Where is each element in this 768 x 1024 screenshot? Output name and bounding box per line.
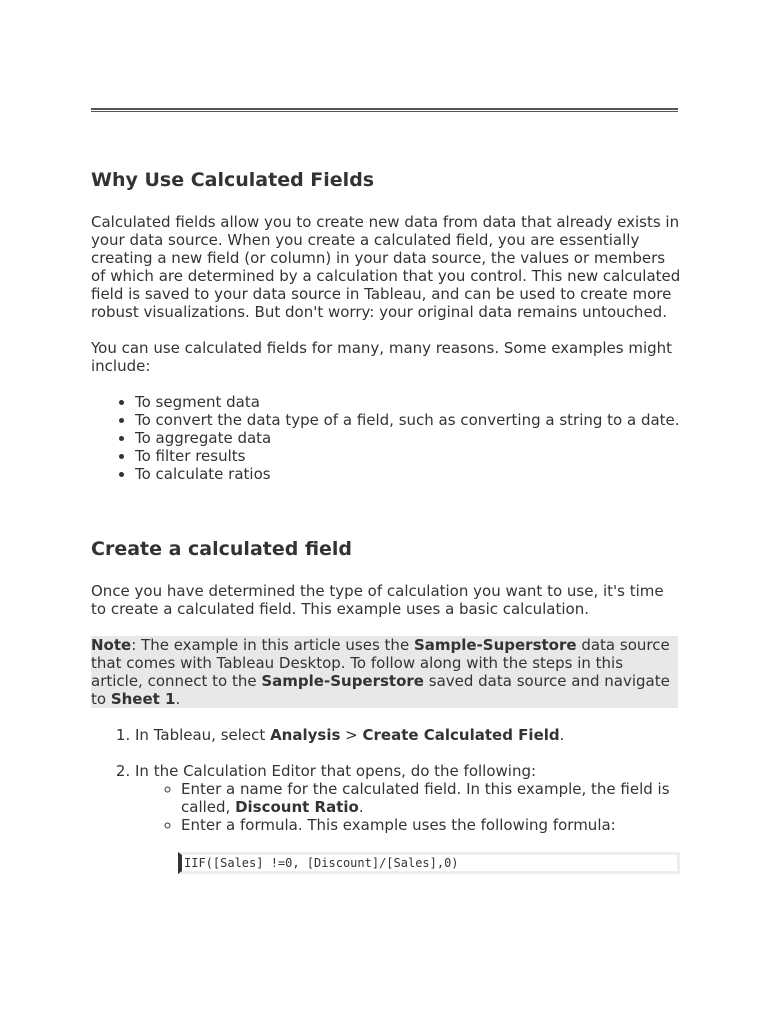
sub-steps-list	[135, 780, 681, 834]
sub-step-formula: ◦ Enter a formula. This example uses the following formula:	[181, 816, 681, 834]
list-item: • To calculate ratios	[135, 465, 681, 483]
datasource-name: Sample-Superstore	[413, 636, 577, 654]
field-name: Discount Ratio	[235, 798, 359, 816]
list-item: • To aggregate data	[135, 429, 681, 447]
sheet-name: Sheet 1	[110, 690, 176, 708]
list-item: • To filter results	[135, 447, 681, 465]
paragraph-reasons: You can use calculated fields for many, many reasons. Some examples might include:	[91, 339, 673, 375]
horizontal-rule	[91, 108, 678, 112]
steps-list	[91, 726, 681, 834]
reasons-list	[91, 393, 681, 483]
formula-code-block: IIF([Sales] !=0, [Discount]/[Sales],0)	[178, 852, 680, 874]
section-heading-create: Create a calculated field	[91, 538, 353, 560]
menu-create-calculated-field: Create Calculated Field	[362, 726, 560, 744]
note-label: Note	[91, 636, 132, 654]
paragraph-intro: Calculated fields allow you to create new data from data that already exists in your data source. When you create a calculated field, you are essentially creating a new field (or column) in your data source, the values or members of which are determined by a calculation that you control. This new calculated field is saved to your data source in Tableau, and can be used to create more robust visualizations. But don't worry: your original data remains untouched.	[91, 213, 681, 321]
step-1: 1. In Tableau, select Analysis > Create Calculated Field.	[135, 726, 681, 744]
article-content	[91, 168, 681, 874]
datasource-name: Sample-Superstore	[261, 672, 424, 690]
menu-analysis: Analysis	[270, 726, 341, 744]
step-2: 2. In the Calculation Editor that opens, do the following: ◦ Enter a name for the calculated field. In this example, the field is called, Discount Ratio. ◦ Enter a formula. This example uses the following formula:	[135, 762, 681, 834]
sub-step-name: ◦ Enter a name for the calculated field. In this example, the field is called, Discount Ratio.	[181, 780, 681, 816]
list-item: • To convert the data type of a field, such as converting a string to a date.	[135, 411, 681, 429]
list-item: • To segment data	[135, 393, 681, 411]
section-heading-why: Why Use Calculated Fields	[91, 169, 375, 191]
paragraph-create-intro: Once you have determined the type of calculation you want to use, it's time to create a calculated field. This example uses a basic calculation.	[91, 582, 664, 618]
note-box: Note: The example in this article uses the Sample-Superstore data source that comes with Tableau Desktop. To follow along with the steps in this article, connect to the Sample-Superstore saved data source and navigate to Sheet 1.	[91, 636, 678, 708]
